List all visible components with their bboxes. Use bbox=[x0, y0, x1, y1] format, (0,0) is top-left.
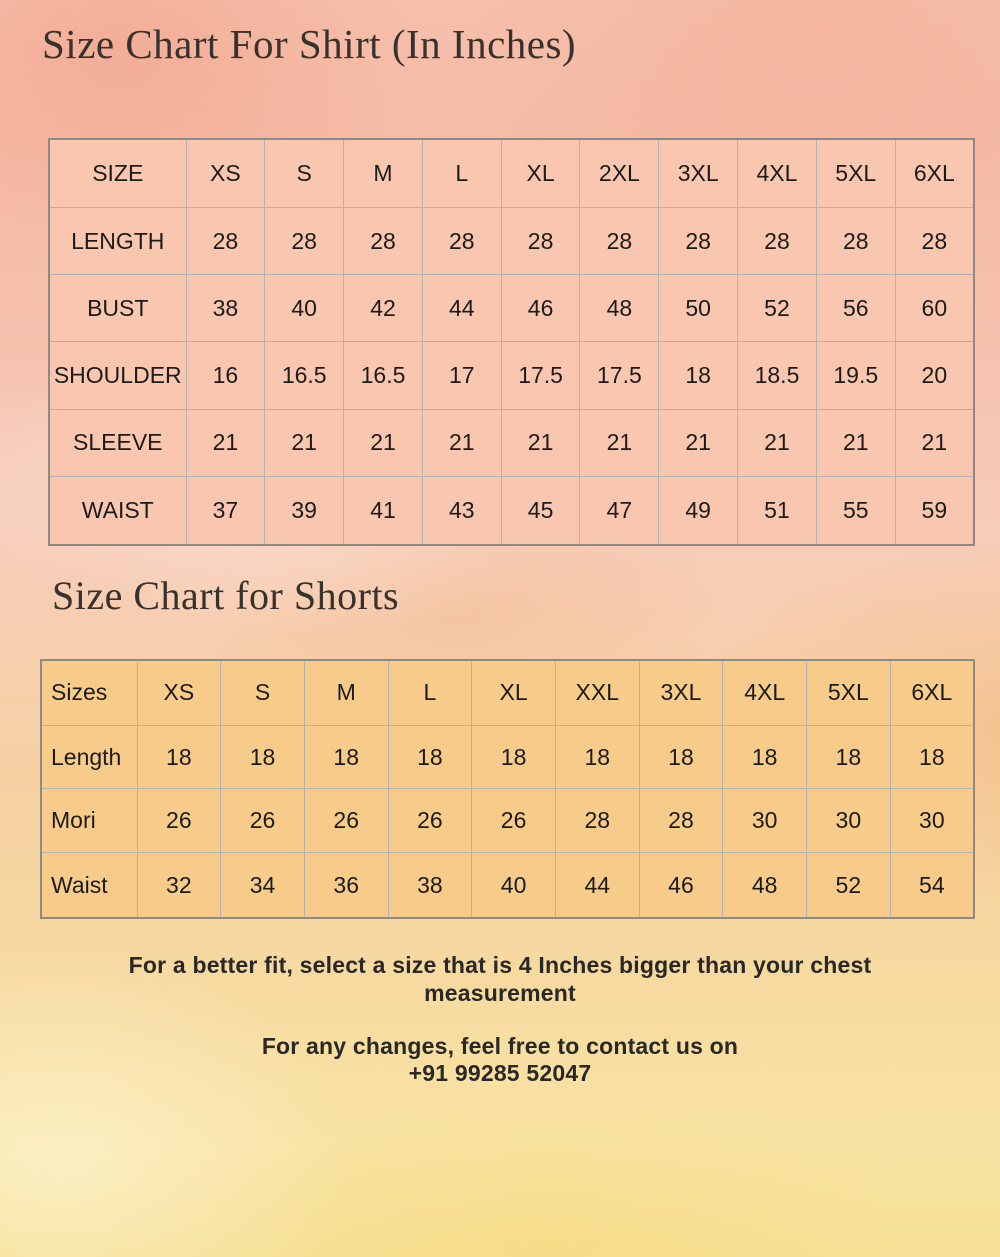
value-cell: 26 bbox=[472, 789, 556, 853]
value-cell: 46 bbox=[501, 275, 580, 342]
contact-line: For any changes, feel free to contact us on bbox=[261, 1033, 739, 1059]
row-label-cell: LENGTH bbox=[49, 207, 186, 274]
value-cell: 47 bbox=[580, 477, 659, 545]
value-cell: 20 bbox=[895, 342, 974, 409]
value-cell: 28 bbox=[580, 207, 659, 274]
value-cell: 38 bbox=[388, 853, 472, 918]
value-cell: 50 bbox=[659, 275, 738, 342]
value-cell: 41 bbox=[344, 477, 423, 545]
value-cell: 52 bbox=[738, 275, 817, 342]
value-cell: 4XL bbox=[723, 660, 807, 725]
value-cell: 18 bbox=[137, 725, 221, 789]
row-label-cell: BUST bbox=[49, 275, 186, 342]
value-cell: 21 bbox=[501, 409, 580, 476]
value-cell: XL bbox=[501, 139, 580, 207]
value-cell: 18 bbox=[639, 725, 723, 789]
row-label-cell: SLEEVE bbox=[49, 409, 186, 476]
shirt-chart-title: Size Chart For Shirt (In Inches) bbox=[42, 21, 577, 67]
row-label-cell: SHOULDER bbox=[49, 342, 186, 409]
value-cell: S bbox=[221, 660, 305, 725]
value-cell: M bbox=[304, 660, 388, 725]
value-cell: 52 bbox=[807, 853, 891, 918]
value-cell: 30 bbox=[807, 789, 891, 853]
value-cell: 40 bbox=[472, 853, 556, 918]
table-row bbox=[49, 409, 974, 476]
value-cell: 36 bbox=[304, 853, 388, 918]
value-cell: 18 bbox=[388, 725, 472, 789]
value-cell: 18 bbox=[472, 725, 556, 789]
value-cell: 6XL bbox=[890, 660, 974, 725]
value-cell: 46 bbox=[639, 853, 723, 918]
value-cell: 32 bbox=[137, 853, 221, 918]
value-cell: 5XL bbox=[816, 139, 895, 207]
value-cell: 34 bbox=[221, 853, 305, 918]
value-cell: 21 bbox=[659, 409, 738, 476]
value-cell: S bbox=[265, 139, 344, 207]
value-cell: 28 bbox=[555, 789, 639, 853]
value-cell: L bbox=[422, 139, 501, 207]
value-cell: 18 bbox=[723, 725, 807, 789]
value-cell: 48 bbox=[723, 853, 807, 918]
contact-phone: +91 99285 52047 bbox=[408, 1060, 592, 1086]
table-row bbox=[41, 725, 974, 789]
value-cell: 45 bbox=[501, 477, 580, 545]
shorts-size-table bbox=[40, 659, 975, 919]
value-cell: 18 bbox=[659, 342, 738, 409]
value-cell: 40 bbox=[265, 275, 344, 342]
row-label-cell: SIZE bbox=[49, 139, 186, 207]
value-cell: 56 bbox=[816, 275, 895, 342]
value-cell: 16.5 bbox=[265, 342, 344, 409]
value-cell: XS bbox=[137, 660, 221, 725]
value-cell: 18 bbox=[555, 725, 639, 789]
value-cell: 60 bbox=[895, 275, 974, 342]
value-cell: 2XL bbox=[580, 139, 659, 207]
table-row bbox=[41, 853, 974, 918]
value-cell: 5XL bbox=[807, 660, 891, 725]
value-cell: 44 bbox=[555, 853, 639, 918]
header-row bbox=[41, 660, 974, 725]
value-cell: 21 bbox=[816, 409, 895, 476]
row-label-cell: Waist bbox=[41, 853, 137, 918]
value-cell: L bbox=[388, 660, 472, 725]
value-cell: 3XL bbox=[659, 139, 738, 207]
value-cell: XL bbox=[472, 660, 556, 725]
value-cell: 18 bbox=[304, 725, 388, 789]
row-label-cell: Length bbox=[41, 725, 137, 789]
shorts-chart-title: Size Chart for Shorts bbox=[52, 573, 400, 618]
value-cell: 28 bbox=[639, 789, 723, 853]
value-cell: 55 bbox=[816, 477, 895, 545]
value-cell: 59 bbox=[895, 477, 974, 545]
value-cell: 17.5 bbox=[580, 342, 659, 409]
value-cell: 54 bbox=[890, 853, 974, 918]
value-cell: 30 bbox=[723, 789, 807, 853]
value-cell: 28 bbox=[265, 207, 344, 274]
row-label-cell: Sizes bbox=[41, 660, 137, 725]
value-cell: 43 bbox=[422, 477, 501, 545]
value-cell: 16 bbox=[186, 342, 265, 409]
value-cell: 30 bbox=[890, 789, 974, 853]
table-row bbox=[49, 477, 974, 545]
value-cell: 26 bbox=[388, 789, 472, 853]
value-cell: 51 bbox=[738, 477, 817, 545]
value-cell: 6XL bbox=[895, 139, 974, 207]
value-cell: 39 bbox=[265, 477, 344, 545]
fit-note: For a better fit, select a size that is 4 Inches bigger than your chest measurement bbox=[128, 952, 872, 1006]
value-cell: 28 bbox=[501, 207, 580, 274]
value-cell: 28 bbox=[895, 207, 974, 274]
value-cell: 16.5 bbox=[344, 342, 423, 409]
value-cell: 17.5 bbox=[501, 342, 580, 409]
header-row bbox=[49, 139, 974, 207]
row-label-cell: Mori bbox=[41, 789, 137, 853]
value-cell: 28 bbox=[344, 207, 423, 274]
value-cell: 37 bbox=[186, 477, 265, 545]
value-cell: 21 bbox=[186, 409, 265, 476]
value-cell: 28 bbox=[186, 207, 265, 274]
value-cell: XS bbox=[186, 139, 265, 207]
value-cell: M bbox=[344, 139, 423, 207]
value-cell: 21 bbox=[422, 409, 501, 476]
shirt-size-table bbox=[48, 138, 975, 546]
value-cell: 17 bbox=[422, 342, 501, 409]
value-cell: 19.5 bbox=[816, 342, 895, 409]
table-row bbox=[49, 342, 974, 409]
value-cell: 18 bbox=[890, 725, 974, 789]
table-row bbox=[49, 275, 974, 342]
value-cell: 21 bbox=[344, 409, 423, 476]
value-cell: 18 bbox=[221, 725, 305, 789]
value-cell: 38 bbox=[186, 275, 265, 342]
value-cell: 26 bbox=[304, 789, 388, 853]
value-cell: 49 bbox=[659, 477, 738, 545]
value-cell: 21 bbox=[265, 409, 344, 476]
value-cell: 21 bbox=[580, 409, 659, 476]
value-cell: 26 bbox=[137, 789, 221, 853]
value-cell: 18.5 bbox=[738, 342, 817, 409]
table-row bbox=[49, 207, 974, 274]
row-label-cell: WAIST bbox=[49, 477, 186, 545]
value-cell: 28 bbox=[816, 207, 895, 274]
table-row bbox=[41, 789, 974, 853]
value-cell: 44 bbox=[422, 275, 501, 342]
value-cell: 21 bbox=[738, 409, 817, 476]
value-cell: 21 bbox=[895, 409, 974, 476]
value-cell: 4XL bbox=[738, 139, 817, 207]
footer-notes bbox=[0, 951, 1000, 1087]
value-cell: 28 bbox=[422, 207, 501, 274]
value-cell: 18 bbox=[807, 725, 891, 789]
value-cell: 42 bbox=[344, 275, 423, 342]
value-cell: 3XL bbox=[639, 660, 723, 725]
value-cell: 28 bbox=[738, 207, 817, 274]
value-cell: 26 bbox=[221, 789, 305, 853]
value-cell: 28 bbox=[659, 207, 738, 274]
value-cell: 48 bbox=[580, 275, 659, 342]
value-cell: XXL bbox=[555, 660, 639, 725]
contact-note bbox=[0, 1033, 1000, 1087]
